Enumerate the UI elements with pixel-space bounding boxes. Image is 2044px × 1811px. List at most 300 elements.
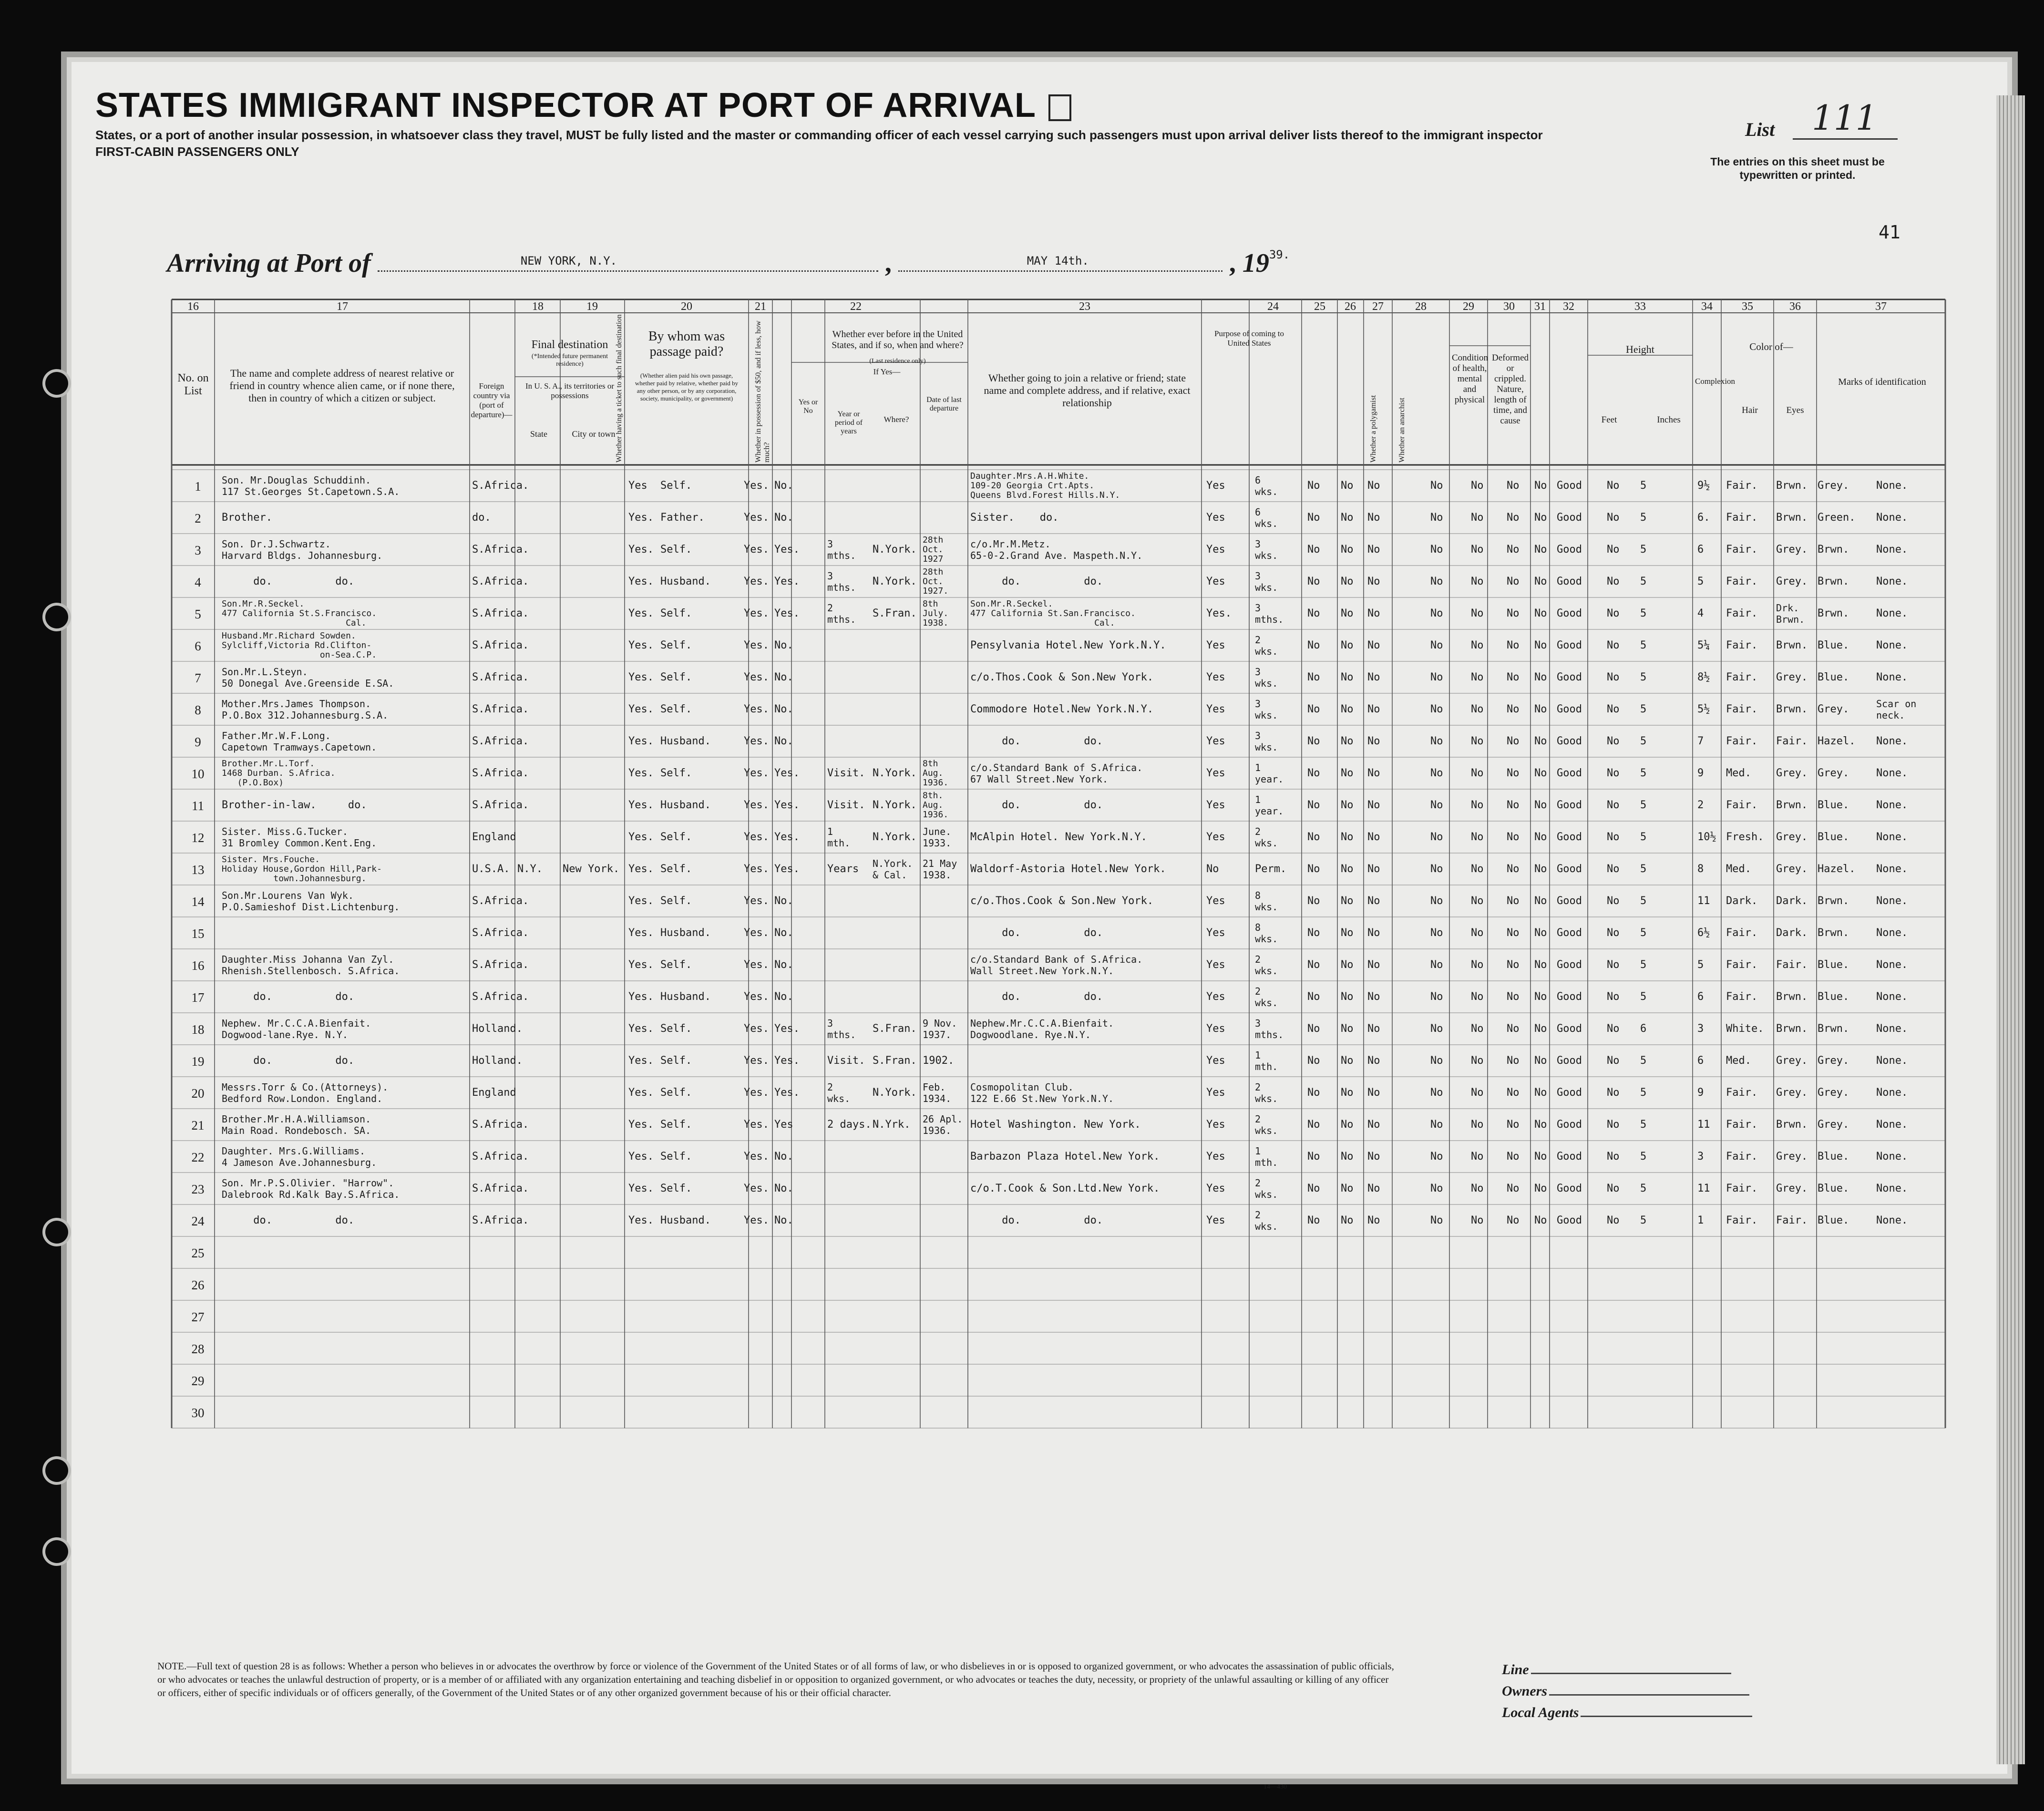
header-nearest-relative: The name and complete address of nearest relative or friend in country whence alien came, or if none there, then in country of which a citizen or subject. [229, 367, 455, 404]
cell-purpose: Yes [1206, 1119, 1225, 1131]
cell-ticket: Yes. [628, 607, 654, 619]
cell-money: Yes. [744, 1023, 769, 1035]
cell-c31: No [1534, 927, 1547, 939]
row-number: 25 [191, 1246, 205, 1260]
cell-c29: No [1471, 799, 1484, 811]
cell-c27: No [1367, 480, 1380, 492]
cell-before: Yes. [774, 863, 800, 875]
cell-foreign: S.Africa. [472, 544, 529, 556]
cell-c25: No [1307, 703, 1320, 715]
cell-c31: No [1534, 863, 1547, 875]
cell-before: No. [774, 703, 793, 715]
cell-money: Yes. [744, 863, 769, 875]
cell-rel: Son.Mr.Lourens Van Wyk. P.O.Samieshof Dist.Lichtenburg. [222, 889, 400, 913]
cell-ticket: Yes [628, 480, 647, 492]
cell-c25: No [1307, 831, 1320, 843]
cell-foreign: S.Africa. [472, 703, 529, 715]
cell-purpose: Yes [1206, 1183, 1225, 1194]
cell-dep: 21 May 1938. [923, 857, 957, 881]
cell-hair: Grey. [1776, 1055, 1808, 1067]
cell-c27: No [1367, 639, 1380, 651]
cell-complexion: Fresh. [1726, 831, 1764, 843]
cell-paid: Self. [660, 1087, 692, 1099]
cell-deformed: No [1607, 1183, 1620, 1194]
header-feet: Feet [1601, 415, 1617, 425]
column-number: 19 [586, 300, 598, 313]
cell-foreign: S.Africa. [472, 1151, 529, 1163]
cell-c26: No [1341, 831, 1354, 843]
cell-rel: Mother.Mrs.James Thompson. P.O.Box 312.Johannesburg.S.A. [222, 698, 389, 721]
column-number: 35 [1742, 300, 1753, 313]
cell-deformed: No [1607, 639, 1620, 651]
cell-eyes: Blue. [1818, 639, 1849, 651]
cell-complexion: Fair. [1726, 1183, 1758, 1194]
cell-rel: Daughter. Mrs.G.Williams. 4 Jameson Ave.Johannesburg. [222, 1145, 377, 1168]
sheet-number: 41 [1879, 222, 1900, 243]
cell-inches: 5 [1697, 576, 1704, 587]
cell-money: Yes. [744, 991, 769, 1003]
cell-c25: No [1307, 735, 1320, 747]
cell-c29: No [1471, 863, 1484, 875]
cell-deformed: No [1607, 1023, 1620, 1035]
cell-c31: No [1534, 512, 1547, 524]
cell-marks: None. [1876, 831, 1908, 843]
cell-eyes: Brwn. [1818, 1023, 1849, 1035]
cell-c29: No [1471, 1087, 1484, 1099]
cell-c31: No [1534, 831, 1547, 843]
cell-c26: No [1341, 671, 1354, 683]
cell-c30: No [1507, 544, 1520, 556]
cell-c27: No [1367, 735, 1380, 747]
cell-period: Years [827, 863, 859, 875]
row-number: 18 [191, 1022, 205, 1037]
cell-before: No. [774, 639, 793, 651]
cell-c28: No [1430, 607, 1443, 619]
cell-feet: 5 [1640, 1087, 1647, 1099]
column-number: 34 [1701, 300, 1713, 313]
cell-health: Good [1557, 767, 1582, 779]
cell-c25: No [1307, 927, 1320, 939]
cell-length: 3 mths. [1255, 602, 1284, 625]
cell-c25: No [1307, 767, 1320, 779]
cell-foreign: S.Africa. [472, 767, 529, 779]
cell-complexion: Fair. [1726, 480, 1758, 492]
column-number: 36 [1789, 300, 1801, 313]
cell-period: 2 days. [827, 1119, 872, 1131]
cell-purpose: Yes [1206, 895, 1225, 907]
cell-c26: No [1341, 927, 1354, 939]
cell-paid: Husband. [660, 735, 711, 747]
cell-health: Good [1557, 1183, 1582, 1194]
column-number: 17 [337, 300, 348, 313]
header-polygamist: Whether a polygamist [1369, 395, 1377, 463]
cell-purpose: Yes. [1206, 607, 1232, 619]
cell-deformed: No [1607, 576, 1620, 587]
cell-join: c/o.Standard Bank of S.Africa. Wall Street.New York.N.Y. [970, 953, 1143, 977]
year-suffix: 39. [1269, 248, 1290, 261]
column-number: 25 [1314, 300, 1325, 313]
cell-inches: 9 [1697, 1087, 1704, 1099]
cell-complexion: Fair. [1726, 1214, 1758, 1226]
cell-foreign: S.Africa. [472, 927, 529, 939]
cell-c28: No [1430, 895, 1443, 907]
cell-join: Cosmopolitan Club. 122 E.66 St.New York.N.Y. [970, 1081, 1114, 1104]
cell-c26: No [1341, 863, 1354, 875]
cell-c31: No [1534, 959, 1547, 971]
cell-inches: 6½ [1697, 927, 1710, 939]
cell-c29: No [1471, 1023, 1484, 1035]
cell-hair: Brwn. [1776, 703, 1808, 715]
cell-join: do. do. [970, 927, 1103, 939]
cell-complexion: Fair. [1726, 1151, 1758, 1163]
cell-marks: None. [1876, 1119, 1908, 1131]
cell-c31: No [1534, 544, 1547, 556]
column-number: 21 [755, 300, 766, 313]
cell-length: 2 wks. [1255, 985, 1278, 1008]
cell-eyes: Brwn. [1818, 895, 1849, 907]
cell-paid: Self. [660, 767, 692, 779]
cell-ticket: Yes. [628, 959, 654, 971]
cell-c28: No [1430, 959, 1443, 971]
cell-money: Yes. [744, 544, 769, 556]
cell-c27: No [1367, 959, 1380, 971]
cell-eyes: Blue. [1818, 1183, 1849, 1194]
cell-length: 1 year. [1255, 793, 1284, 817]
cell-hair: Dark. [1776, 927, 1808, 939]
cell-ticket: Yes. [628, 576, 654, 587]
cell-foreign: S.Africa. [472, 991, 529, 1003]
cell-hair: Grey. [1776, 671, 1808, 683]
cell-join: c/o.Thos.Cook & Son.New York. [970, 895, 1154, 907]
cell-before: Yes. [774, 1023, 800, 1035]
cell-ticket: Yes. [628, 1023, 654, 1035]
cell-foreign: Holland. [472, 1023, 523, 1035]
cell-c25: No [1307, 1023, 1320, 1035]
cell-paid: Self. [660, 544, 692, 556]
cell-c27: No [1367, 1023, 1380, 1035]
arriving-line: Arriving at Port of NEW YORK, N.Y. , MAY 14th. , $19^{39.}$ [167, 248, 1290, 278]
cell-c26: No [1341, 1214, 1354, 1226]
header-if-yes: If Yes— [873, 367, 901, 376]
form-number: 14—430 [1263, 1783, 1287, 1790]
cell-rel: Son.Mr.L.Steyn. 50 Donegal Ave.Greenside E.SA. [222, 666, 394, 689]
cell-purpose: Yes [1206, 1055, 1225, 1067]
cell-where: N.Yrk. [873, 1119, 911, 1131]
header-condition-health: Condition of health, mental and physical [1452, 353, 1489, 405]
cell-c31: No [1534, 576, 1547, 587]
cell-join: do. do. [970, 576, 1103, 587]
cell-c29: No [1471, 639, 1484, 651]
cell-c28: No [1430, 639, 1443, 651]
row-number: 9 [195, 735, 201, 749]
cell-health: Good [1557, 799, 1582, 811]
cell-feet: 5 [1640, 1119, 1647, 1131]
cell-rel: Father.Mr.W.F.Long. Capetown Tramways.Capetown. [222, 730, 377, 753]
cell-before: No. [774, 927, 793, 939]
cell-purpose: Yes [1206, 703, 1225, 715]
cell-c28: No [1430, 1055, 1443, 1067]
cell-period: 1 mth. [827, 825, 851, 849]
cell-complexion: Fair. [1726, 799, 1758, 811]
cell-before: No. [774, 991, 793, 1003]
cell-rel: Daughter.Miss Johanna Van Zyl. Rhenish.Stellenbosch. S.Africa. [222, 953, 400, 977]
cell-feet: 5 [1640, 895, 1647, 907]
cell-join: Barbazon Plaza Hotel.New York. [970, 1151, 1160, 1163]
cell-deformed: No [1607, 1055, 1620, 1067]
cell-c28: No [1430, 799, 1443, 811]
cell-health: Good [1557, 927, 1582, 939]
cell-money: Yes. [744, 1087, 769, 1099]
cell-c27: No [1367, 512, 1380, 524]
cell-join: c/o.Thos.Cook & Son.New York. [970, 671, 1154, 683]
cell-c26: No [1341, 544, 1354, 556]
cell-deformed: No [1607, 703, 1620, 715]
cell-before: No. [774, 735, 793, 747]
row-number: 11 [192, 799, 204, 813]
cell-c30: No [1507, 671, 1520, 683]
header-date-departure: Date of last departure [926, 396, 962, 412]
cell-length: 2 wks. [1255, 1081, 1278, 1104]
cell-paid: Self. [660, 895, 692, 907]
cell-c29: No [1471, 671, 1484, 683]
cell-ticket: Yes. [628, 735, 654, 747]
cell-c30: No [1507, 1183, 1520, 1194]
cell-c28: No [1430, 1151, 1443, 1163]
cell-deformed: No [1607, 480, 1620, 492]
cell-c25: No [1307, 671, 1320, 683]
cell-foreign: S.Africa. [472, 1183, 529, 1194]
cell-c28: No [1430, 671, 1443, 683]
row-number: 7 [195, 671, 201, 685]
cell-c27: No [1367, 1183, 1380, 1194]
cell-c28: No [1430, 544, 1443, 556]
cell-c27: No [1367, 607, 1380, 619]
cell-complexion: Med. [1726, 1055, 1751, 1067]
cell-c27: No [1367, 991, 1380, 1003]
row-number: 12 [191, 831, 205, 845]
cell-paid: Self. [660, 1183, 692, 1194]
cell-city: New York. [563, 863, 620, 875]
cell-hair: Grey. [1776, 767, 1808, 779]
cell-c30: No [1507, 799, 1520, 811]
cell-hair: Grey. [1776, 576, 1808, 587]
cell-paid: Self. [660, 1023, 692, 1035]
cell-state: N.Y. [517, 863, 543, 875]
cell-c25: No [1307, 544, 1320, 556]
cell-c29: No [1471, 512, 1484, 524]
header-final-destination-note: (*Intended future permanent residence) [531, 353, 608, 368]
row-number: 14 [191, 895, 205, 909]
cell-deformed: No [1607, 735, 1620, 747]
cell-eyes: Blue. [1818, 991, 1849, 1003]
cell-c29: No [1471, 1055, 1484, 1067]
cell-money: Yes. [744, 1055, 769, 1067]
cell-feet: 5 [1640, 1214, 1647, 1226]
cell-rel: do. do. [222, 1055, 355, 1067]
cell-money: Yes. [744, 512, 769, 524]
cell-purpose: Yes [1206, 735, 1225, 747]
cell-c25: No [1307, 512, 1320, 524]
cell-money: Yes. [744, 895, 769, 907]
cell-c29: No [1471, 1151, 1484, 1163]
cell-hair: Grey. [1776, 1087, 1808, 1099]
cell-purpose: Yes [1206, 576, 1225, 587]
cell-foreign: S.Africa. [472, 959, 529, 971]
cell-health: Good [1557, 1055, 1582, 1067]
cell-inches: 8 [1697, 863, 1704, 875]
cell-length: 2 wks. [1255, 1177, 1278, 1200]
date-value: MAY 14th. [1027, 254, 1089, 268]
cell-feet: 5 [1640, 1151, 1647, 1163]
cell-join: Sister. do. [970, 512, 1059, 524]
column-number: 23 [1079, 300, 1090, 313]
header-passage-paid: By whom was passage paid? [648, 329, 725, 359]
cell-inches: 7 [1697, 735, 1704, 747]
cell-purpose: Yes [1206, 544, 1225, 556]
cell-ticket: Yes. [628, 1055, 654, 1067]
column-number: 30 [1503, 300, 1515, 313]
cell-c26: No [1341, 1023, 1354, 1035]
cell-c26: No [1341, 1055, 1354, 1067]
cell-money: Yes. [744, 959, 769, 971]
cell-complexion: Fair. [1726, 703, 1758, 715]
cell-eyes: Brwn. [1818, 927, 1849, 939]
cell-marks: Scar on neck. [1876, 698, 1917, 721]
cell-c31: No [1534, 703, 1547, 715]
cell-dep: 8th Aug. 1936. [923, 759, 949, 788]
cell-period: Visit. [827, 1055, 865, 1067]
header-year-period: Year or period of years [834, 410, 863, 435]
column-number: 37 [1875, 300, 1887, 313]
cell-c27: No [1367, 703, 1380, 715]
header-yes-no: Yes or No [798, 398, 818, 415]
column-number: 22 [850, 300, 862, 313]
cell-eyes: Hazel. [1818, 735, 1856, 747]
cell-complexion: White. [1726, 1023, 1764, 1035]
cell-c30: No [1507, 863, 1520, 875]
cell-inches: 5 [1697, 959, 1704, 971]
row-number: 30 [191, 1406, 205, 1420]
cell-before: Yes. [774, 576, 800, 587]
cell-hair: Grey. [1776, 1151, 1808, 1163]
port-value: NEW YORK, N.Y. [520, 254, 617, 268]
cell-marks: None. [1876, 544, 1908, 556]
cell-length: 3 wks. [1255, 538, 1278, 561]
cell-deformed: No [1607, 544, 1620, 556]
cell-hair: Fair. [1776, 959, 1808, 971]
cell-paid: Self. [660, 703, 692, 715]
cell-where: S.Fran. [873, 607, 917, 619]
cell-marks: None. [1876, 799, 1908, 811]
cell-c25: No [1307, 607, 1320, 619]
cell-inches: 11 [1697, 895, 1710, 907]
cell-ticket: Yes. [628, 639, 654, 651]
row-number: 8 [195, 703, 201, 717]
cell-health: Good [1557, 607, 1582, 619]
cell-c31: No [1534, 767, 1547, 779]
cell-money: Yes. [744, 831, 769, 843]
cell-feet: 6 [1640, 1023, 1647, 1035]
cell-c30: No [1507, 1214, 1520, 1226]
cell-foreign: S.Africa. [472, 576, 529, 587]
cell-eyes: Grey. [1818, 767, 1849, 779]
cell-c31: No [1534, 671, 1547, 683]
cell-rel: do. do. [222, 1214, 355, 1226]
column-number: 26 [1345, 300, 1356, 313]
cell-inches: 8½ [1697, 671, 1710, 683]
cell-c28: No [1430, 480, 1443, 492]
cell-c27: No [1367, 1087, 1380, 1099]
cell-length: 6 wks. [1255, 506, 1278, 529]
cell-foreign: S.Africa. [472, 1214, 529, 1226]
cell-c28: No [1430, 1183, 1443, 1194]
cell-deformed: No [1607, 959, 1620, 971]
header-passage-note: (Whether alien paid his own passage, whether paid by relative, whether paid by any other person, or by any corporation, society, municipality, or government) [635, 372, 739, 402]
cell-c28: No [1430, 1214, 1443, 1226]
cell-dep: 8th July. 1938. [923, 599, 949, 628]
cell-marks: None. [1876, 1055, 1908, 1067]
cell-money: Yes. [744, 1183, 769, 1194]
cell-rel: do. do. [222, 991, 355, 1003]
cell-c26: No [1341, 1119, 1354, 1131]
cell-marks: None. [1876, 1151, 1908, 1163]
cell-c28: No [1430, 512, 1443, 524]
cell-purpose: Yes [1206, 927, 1225, 939]
cell-foreign: England [472, 1087, 516, 1099]
cell-c25: No [1307, 959, 1320, 971]
cell-foreign: Holland. [472, 1055, 523, 1067]
cell-money: Yes. [744, 480, 769, 492]
cell-health: Good [1557, 671, 1582, 683]
cell-c26: No [1341, 1151, 1354, 1163]
cell-c28: No [1430, 767, 1443, 779]
cell-c26: No [1341, 1087, 1354, 1099]
owners-label: Owners [1502, 1683, 1548, 1699]
cell-marks: None. [1876, 512, 1908, 524]
cell-deformed: No [1607, 1151, 1620, 1163]
cell-deformed: No [1607, 863, 1620, 875]
cell-feet: 5 [1640, 927, 1647, 939]
row-number: 22 [191, 1150, 205, 1164]
cell-purpose: Yes [1206, 959, 1225, 971]
cell-feet: 5 [1640, 863, 1647, 875]
cell-paid: Husband. [660, 799, 711, 811]
cell-deformed: No [1607, 895, 1620, 907]
cell-foreign: S.Africa. [472, 799, 529, 811]
cell-money: Yes. [744, 639, 769, 651]
cell-feet: 5 [1640, 991, 1647, 1003]
cell-c30: No [1507, 927, 1520, 939]
cell-before: Yes. [774, 544, 800, 556]
cell-period: 2 wks. [827, 1081, 851, 1104]
cell-marks: None. [1876, 576, 1908, 587]
cell-rel: Son. Mr.Douglas Schuddinh. 117 St.Georges St.Capetown.S.A. [222, 474, 400, 497]
cell-length: 6 wks. [1255, 474, 1278, 497]
cell-inches: 11 [1697, 1119, 1710, 1131]
cell-c30: No [1507, 703, 1520, 715]
header-city: City or town [572, 429, 616, 439]
cell-deformed: No [1607, 767, 1620, 779]
cell-c30: No [1507, 1055, 1520, 1067]
cell-marks: None. [1876, 735, 1908, 747]
cell-before: Yes [774, 1119, 793, 1131]
cell-c30: No [1507, 1151, 1520, 1163]
cell-money: Yes. [744, 671, 769, 683]
cell-c27: No [1367, 799, 1380, 811]
cell-deformed: No [1607, 1087, 1620, 1099]
cell-length: 3 wks. [1255, 666, 1278, 689]
cell-length: 8 wks. [1255, 921, 1278, 945]
